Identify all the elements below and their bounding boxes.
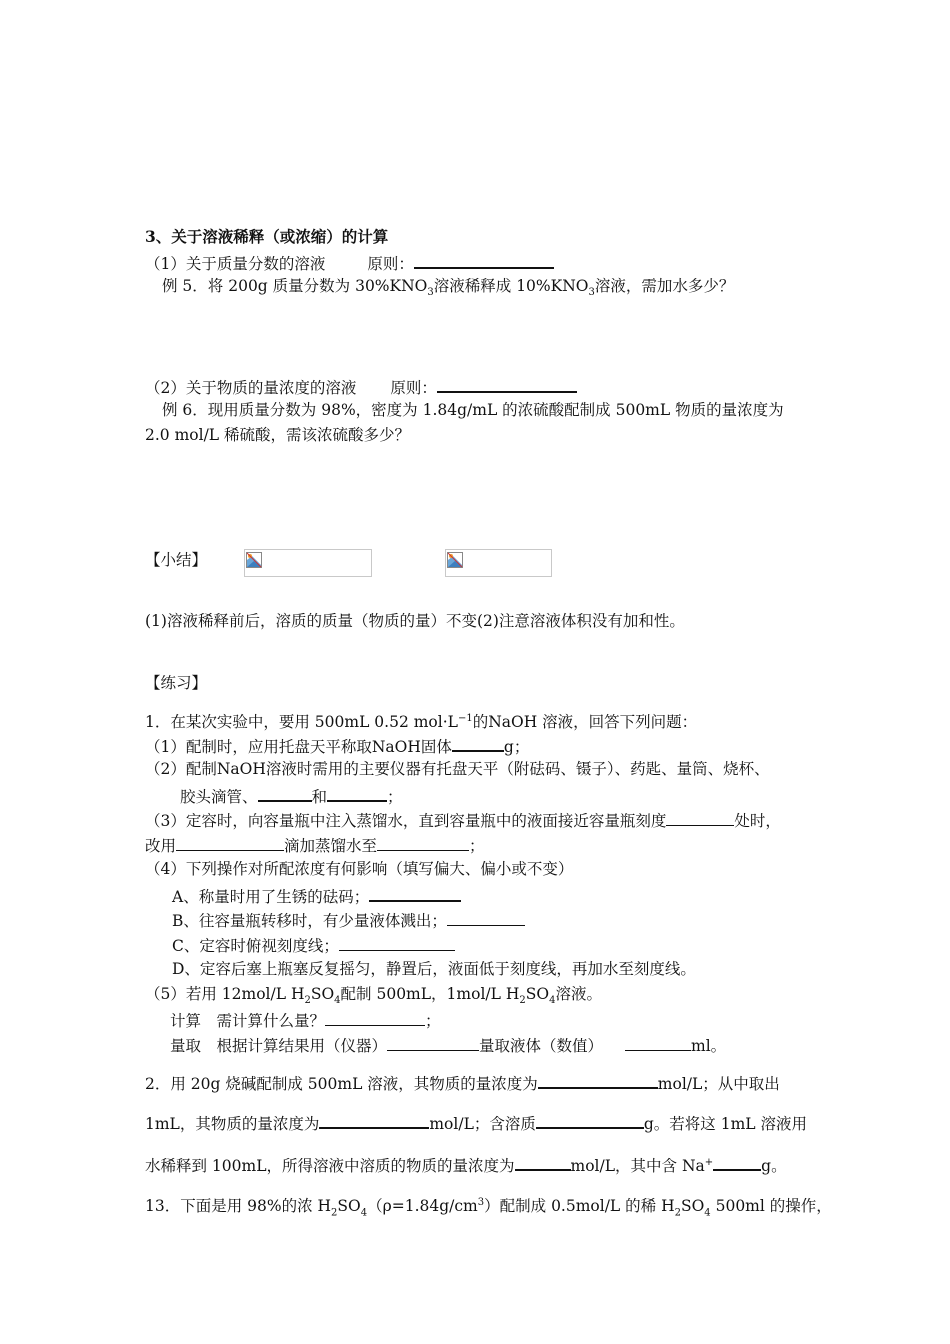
- answer-blank[interactable]: [437, 375, 577, 393]
- example-text: 溶液稀释成 10%KNO: [433, 277, 589, 295]
- question-text: 计算 需计算什么量？: [170, 1012, 326, 1030]
- example-5: [162, 276, 734, 303]
- question-text: ）配制成 0.5mol/L 的稀 H: [484, 1197, 675, 1216]
- question-1-4-d: D、定容后塞上瓶塞反复摇匀，静置后，液面低于刻度线，再加水至刻度线。: [172, 960, 696, 978]
- question-text: 量取 根据计算结果用（仪器）: [170, 1037, 388, 1055]
- question-text: 处时，: [734, 812, 781, 830]
- question-text: 水稀释到 100mL，所得溶液中溶质的物质的量浓度为: [145, 1157, 515, 1176]
- question-text: 配制 500mL，1mol/L H: [340, 985, 520, 1003]
- answer-blank[interactable]: [713, 1153, 761, 1171]
- subscript: 4: [360, 1207, 368, 1219]
- question-text: SO: [680, 1197, 705, 1216]
- question-text: 的NaOH 溶液，回答下列问题：: [472, 713, 698, 732]
- question-1-3-line2: [145, 834, 485, 856]
- subscript: 3: [588, 287, 595, 299]
- answer-blank[interactable]: [377, 834, 469, 851]
- question-text: 和: [311, 788, 328, 806]
- question-text: B、往容量瓶转移时，有少量液体溅出；: [172, 912, 447, 930]
- question-text: 溶液。: [555, 985, 602, 1003]
- rule-label: 原则：: [390, 379, 437, 397]
- subscript: 2: [304, 995, 311, 1007]
- subsection-label: （2）关于物质的量浓度的溶液: [145, 379, 357, 397]
- answer-blank[interactable]: [339, 934, 455, 951]
- question-text: SO: [525, 985, 550, 1003]
- question-1-2-line1: （2）配制NaOH溶液时需用的主要仪器有托盘天平（附砝码、镊子）、药匙、量筒、烧杯、: [145, 760, 770, 778]
- answer-blank[interactable]: [666, 809, 734, 826]
- answer-blank[interactable]: [387, 1034, 479, 1051]
- question-text: SO: [337, 1197, 361, 1216]
- question-1-2-line2: [180, 784, 403, 807]
- question-text: （5）若用 12mol/L H: [145, 985, 305, 1003]
- answer-blank[interactable]: [447, 909, 525, 926]
- subscript: 2: [331, 1207, 338, 1219]
- question-text: 1．在某次实验中，要用 500mL 0.52 mol·L: [145, 713, 458, 732]
- question-text: 胶头滴管、: [180, 788, 258, 806]
- answer-blank[interactable]: [538, 1071, 658, 1089]
- superscript: +: [704, 1157, 714, 1168]
- summary-label: 【小结】: [145, 551, 208, 569]
- question-text: 改用: [145, 837, 177, 855]
- question-text: g。: [761, 1157, 787, 1176]
- question-text: 500ml 的操作，: [710, 1197, 832, 1216]
- question-text: （3）定容时，向容量瓶中注入蒸馏水，直到容量瓶中的液面接近容量瓶刻度: [145, 812, 667, 830]
- question-text: C、定容时俯视刻度线；: [172, 937, 339, 955]
- rule-label: 原则：: [367, 255, 414, 273]
- superscript: −1: [457, 713, 473, 724]
- practice-label: 【练习】: [145, 674, 208, 692]
- question-text: SO: [310, 985, 335, 1003]
- subscript: 4: [549, 995, 556, 1007]
- question-1-1: [145, 734, 529, 757]
- question-1-4-c: [172, 934, 455, 956]
- question-1-4-b: [172, 909, 525, 931]
- question-1-4: （4）下列操作对所配浓度有何影响（填写偏大、偏小或不变）: [145, 860, 574, 878]
- question-text: g。若将这 1mL 溶液用: [643, 1115, 808, 1133]
- answer-blank[interactable]: [319, 1111, 429, 1129]
- section-heading: 3、关于溶液稀释（或浓缩）的计算: [145, 227, 389, 246]
- question-13: [145, 1193, 832, 1223]
- answer-blank[interactable]: [414, 251, 554, 269]
- question-text: 1mL，其物质的量浓度为: [145, 1115, 320, 1133]
- question-text: mol/L；含溶质: [429, 1115, 536, 1133]
- broken-image-placeholder: [244, 549, 372, 577]
- answer-blank[interactable]: [625, 1034, 691, 1051]
- question-1-5-measure: [170, 1034, 726, 1056]
- answer-blank[interactable]: [258, 784, 312, 802]
- question-1-4-a: [172, 884, 461, 907]
- question-text: ；: [425, 1012, 441, 1030]
- question-1-5: [145, 984, 602, 1011]
- example-6-line2: 2.0 mol/L 稀硫酸，需该浓硫酸多少？: [145, 426, 411, 444]
- question-text: g；: [503, 738, 530, 756]
- answer-blank[interactable]: [325, 1009, 425, 1026]
- subsection-label: （1）关于质量分数的溶液: [145, 255, 326, 273]
- answer-blank[interactable]: [327, 784, 387, 802]
- subsection-molarity: [145, 375, 577, 398]
- question-1-5-calc: [170, 1009, 441, 1031]
- example-6-line1: 例 6．现用质量分数为 98%，密度为 1.84g/mL 的浓硫酸配制成 500mL 物质的量浓度为: [162, 401, 784, 419]
- subscript: 2: [519, 995, 526, 1007]
- subscript: 4: [704, 1207, 711, 1219]
- question-2-line1: [145, 1071, 780, 1094]
- summary-text: (1)溶液稀释前后，溶质的质量（物质的量）不变(2)注意溶液体积没有加和性。: [145, 612, 685, 630]
- question-text: A、称量时用了生锈的砝码；: [172, 888, 370, 906]
- question-text: （ρ=1.84g/cm: [367, 1197, 478, 1216]
- subscript: 3: [427, 287, 434, 299]
- question-text: ；: [387, 788, 403, 806]
- question-text: 滴加蒸馏水至: [284, 837, 378, 855]
- answer-blank[interactable]: [536, 1111, 644, 1129]
- subscript: 4: [334, 995, 341, 1007]
- question-text: （1）配制时，应用托盘天平称取NaOH固体: [145, 738, 452, 756]
- example-text: 例 5．将 200g 质量分数为 30%KNO: [162, 277, 428, 295]
- answer-blank[interactable]: [176, 834, 284, 851]
- question-1-intro: [145, 709, 697, 732]
- question-text: mol/L；从中取出: [657, 1075, 780, 1093]
- broken-image-icon: [246, 552, 262, 568]
- question-text: ml。: [691, 1037, 727, 1055]
- question-text: 2．用 20g 烧碱配制成 500mL 溶液，其物质的量浓度为: [145, 1075, 538, 1093]
- question-text: ；: [469, 837, 485, 855]
- subsection-mass-fraction: [145, 251, 554, 274]
- question-text: 量取液体（数值）: [479, 1037, 604, 1055]
- question-text: mol/L，其中含 Na: [570, 1157, 705, 1176]
- example-text: 溶液，需加水多少？: [594, 277, 735, 295]
- subscript: 2: [674, 1207, 681, 1219]
- question-2-line2: [145, 1111, 807, 1134]
- question-text: 13．下面是用 98%的浓 H: [145, 1197, 332, 1216]
- answer-blank[interactable]: [369, 884, 461, 902]
- broken-image-placeholder: [445, 549, 552, 577]
- answer-blank[interactable]: [515, 1153, 571, 1171]
- question-1-3-line1: [145, 809, 781, 831]
- question-2-line3: [145, 1153, 787, 1176]
- answer-blank[interactable]: [452, 734, 504, 752]
- broken-image-icon: [447, 552, 463, 568]
- superscript: 3: [477, 1197, 485, 1208]
